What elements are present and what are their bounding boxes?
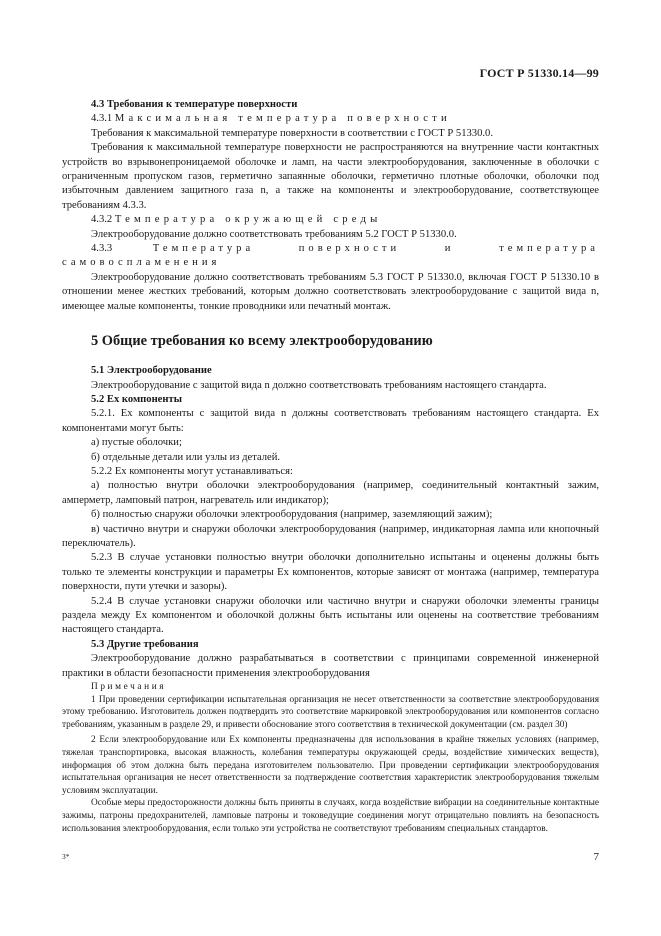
signature-mark: 3* <box>62 852 70 861</box>
standard-code-header: ГОСТ Р 51330.14—99 <box>479 66 599 80</box>
section-4-3-3-heading <box>62 242 599 271</box>
section-5-3-title: 5.3 Другие требования <box>91 638 199 650</box>
paragraph: 5.2.4 В случае установки снаружи оболочки или частично внутри и снаружи оболочки элементы границы раздела между Ex компонентом и оболочкой должны быть испытаны или оценены на соответствие требованиям настоящего стандарта. <box>62 595 599 636</box>
paragraph: Требования к максимальной температуре поверхности не распространяются на внутренние части контактных устройств во взрывонепроницаемой оболочке и ламп, на части электрооборудования, заключенные в оболочки с ограниченным пропуском газов, герметично запаянные оболочки, герметично плотные оболочки, оболочки под избыточным давлением защитного газа n, а также на компоненты и электрооборудование, соответствующее требованиям 4.3.3. <box>62 142 599 211</box>
section-4-3-1-title: Максимальная температура поверхности <box>114 113 451 125</box>
paragraph: Требования к максимальной температуре поверхности в соответствии с ГОСТ Р 51330.0. <box>91 127 493 139</box>
section-4-3-3-number: 4.3.3 <box>91 243 113 255</box>
section-4-3-1-heading <box>62 112 599 126</box>
list-item: б) отдельные детали или узлы из деталей. <box>91 451 281 463</box>
paragraph: Электрооборудование должно разрабатываться в соответствии с принципами современной инженерной практики в области безопасности применения электрооборудования <box>62 653 599 679</box>
list-item: а) полностью внутри оболочки электрооборудования (например, соединительный контактный зажим, амперметр, ламповый патрон, нагреватель или индикатор); <box>62 480 599 506</box>
section-5-2-title: 5.2 Ex компоненты <box>91 393 182 405</box>
paragraph: 5.2.2 Ex компоненты могут устанавливаться: <box>91 465 293 477</box>
list-item: б) полностью снаружи оболочки электрооборудования (например, заземляющий зажим); <box>91 509 493 521</box>
paragraph: Электрооборудование с защитой вида n должно соответствовать требованиям настоящего стандарта. <box>91 379 547 391</box>
note-2: 2 Если электрооборудование или Ex компоненты предназначены для использования в крайне тяжелых условиях (например, тяжелая транспортировка, высокая влажность, колебания температуры окружающей среды, воздействие химических веществ), информация об этом должна быть передана изготовителем пользователю. При проведении сертификации электрооборудования испытательная организация не несет ответственности за подтверждение соответствия характеристик электрооборудования тяжелым условиям эксплуатации. <box>62 735 599 796</box>
paragraph: 5.2.3 В случае установки полностью внутри оболочки дополнительно испытаны и оценены должны быть только те элементы конструкции и параметры Ex компонентов, которые зависят от монтажа (например, температура поверхности, пути утечки и зазоры). <box>62 552 599 593</box>
section-4-3-title: 4.3 Требования к температуре поверхности <box>91 99 298 110</box>
section-5-title: 5 Общие требования ко всему электрооборудованию <box>91 333 433 350</box>
section-4-3-2-title: Температура окружающей среды <box>114 214 382 226</box>
paragraph: Электрооборудование должно соответствовать требованиям 5.3 ГОСТ Р 51330.0, включая ГОСТ Р 51330.10 в отношении менее жестких требований, которым должно соответствовать электрооборудование с защитой вида n, имеющее малые компоненты, тонкие проводники или печатный монтаж. <box>62 271 599 312</box>
note-2-continuation: Особые меры предосторожности должны быть приняты в случаях, когда воздействие вибрации на соединительные контактные зажимы, патроны предохранителей, ламповые патроны и токоведущие соединения могут отрицательно повлиять на безопасность использования электрооборудования, если только эти устройства не соответствуют требованиям специальных стандартов. <box>62 798 599 834</box>
section-4-3-3-title: Температура поверхности и температура самовоспламенения <box>62 243 599 269</box>
note-1: 1 При проведении сертификации испытательная организация не несет ответственности за соответствие электрооборудования этому требованию. Изготовитель должен подтвердить это соответствие маркировкой электрооборудования или компонентов согласно требованиям, указанным в разделе 29, и привести обоснование этого соответствия в технической документации (см. раздел 30) <box>62 694 599 730</box>
page-content <box>62 98 599 835</box>
section-4-3-2-heading <box>62 213 599 227</box>
list-item: в) частично внутри и снаружи оболочки электрооборудования (например, индикаторная лампа или кнопочный переключатель). <box>62 523 599 549</box>
notes-block <box>62 681 599 835</box>
section-5-1-title: 5.1 Электрооборудование <box>91 365 212 377</box>
paragraph: Электрооборудование должно соответствовать требованиям 5.2 ГОСТ Р 51330.0. <box>91 228 457 240</box>
list-item: а) пустые оболочки; <box>91 437 182 449</box>
section-4-3-1-number: 4.3.1 <box>91 113 113 125</box>
section-4-3-2-number: 4.3.2 <box>91 214 113 226</box>
notes-title: Примечания <box>91 682 167 693</box>
paragraph: 5.2.1. Ex компоненты с защитой вида n должны соответствовать требованиям настоящего стандарта. Ex компонентами могут быть: <box>62 408 599 434</box>
page-number: 7 <box>593 851 599 863</box>
